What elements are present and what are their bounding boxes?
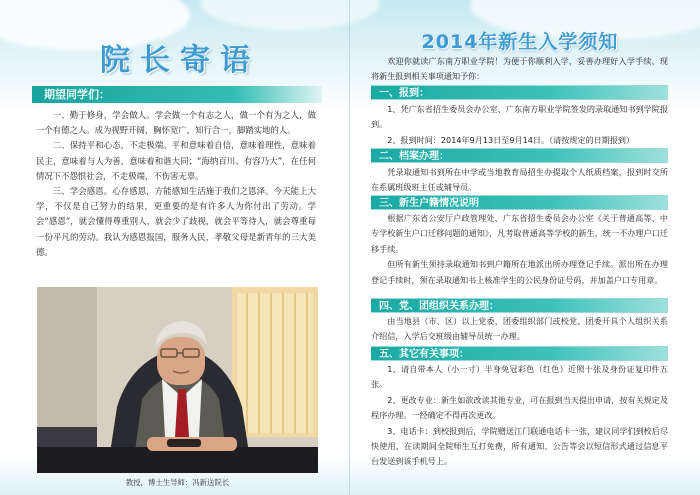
section-body-registration [371,102,668,148]
message-paragraph: 三、学会感恩。心存感恩，方能感知生活施于我们之恩泽。今天能上大学，不仅是自己努力的结果，更重要的是有许多人为你付出了劳动。学会“感恩”，就会懂得尊重别人，就会少了歧视，就会平等待人，就会尊重每一份平凡的劳动。我认为感恩报国，服务人民，孝敬父母是新青年的三大美德。 [36,186,316,257]
section-item: 1、请自带本人（小一寸）半身免冠彩色（红色）近照十张及身份证复印件五张。 [371,364,668,390]
admission-intro [371,54,668,85]
section-body-archives [371,165,668,196]
section-heading-archives: 二、档案办理： [371,148,668,163]
section-item: 由当地县（市、区）以上党委、团委组织部门或校党、团委开具个人组织关系介绍信，入学后交班级由辅导员统一办理。 [371,316,668,342]
section-heading-registration: 一、报到： [371,85,668,100]
greeting-banner: 期望同学们： [32,86,322,103]
message-paragraph: 一、勤于修身，学会做人。学会做一个有志之人，做一个有为之人，做一个有德之人。成为视野开阔，胸怀宽广，知行合一，脚踏实地的人。 [36,110,316,136]
section-item: 根据广东省公安厅户政管理处、广东省招生委员会办公室《关于普通高等、中专学校新生户口迁移问题的通知》，凡考取普通高等学校的新生，统一不办理户口迁移手续。 [371,213,668,254]
section-heading-party-league: 四、党、团组织关系办理： [371,298,668,313]
page-fold-divider [349,0,350,495]
section-item: 1、凭广东省招生委员会办公室、广东南方职业学院签发的录取通知书到学院报到。 [371,104,668,130]
intro-paragraph: 欢迎你就读广东南方职业学院！为便于你顺利入学，妥善办理好入学手续，现将新生报到相关事项通知予你： [371,56,668,82]
section-body-other-matters [371,362,668,470]
section-item: 2、更改专业：新生如欲改读其他专业，可在报到当天提出申请，按有关规定及程序办理。一经确定不得再次更改。 [371,394,668,421]
section-item: 2、报到时间：2014年9月13日至9月14日。（请按规定的日期报到） [387,134,635,145]
section-item: 但所有新生须持录取通知书到户籍所在地派出所办理登记手续。派出所在办理登记手续时，须在录取通知书上核准学生的公民身份证号码，并加盖户口专用章。 [371,259,668,285]
section-body-party-league [371,314,668,345]
message-paragraph: 二、保持平和心态，不走极端。平和意味着自信，意味着理性，意味着民主，意味着与人为善，意味着和谐大同；“海纳百川、有容乃大”，在任何情况下不怨恨社会，不走极端，不伤害无辜。 [36,140,316,181]
section-item: 凭录取通知书到所在中学或当地教育局招生办提取个人纸质档案，报到时交所在系属班级班主任或辅导员。 [371,167,668,193]
section-item: 3、电话卡：到校报到后，学院赠送江门联通电话卡一张，建议同学们到校后尽快使用，在读期间全院师生互打免费，所有通知、公告等会以短信形式通过信息平台发送到该手机号上。 [371,425,668,467]
photo-caption: 教授，博士生导师：冯新送院长 [125,478,230,487]
admission-notice-title: 2014年新生入学须知 [421,31,619,53]
section-heading-other-matters: 五、其它有关事项： [371,346,668,361]
cloud-decoration [200,0,380,30]
president-message-body [36,108,316,260]
president-photo [37,287,318,473]
section-body-household [371,211,668,288]
president-photo-illustration [37,287,318,473]
section-heading-household: 三、新生户籍情况说明 [371,195,668,210]
president-message-title: 院长寄语 [100,43,260,78]
